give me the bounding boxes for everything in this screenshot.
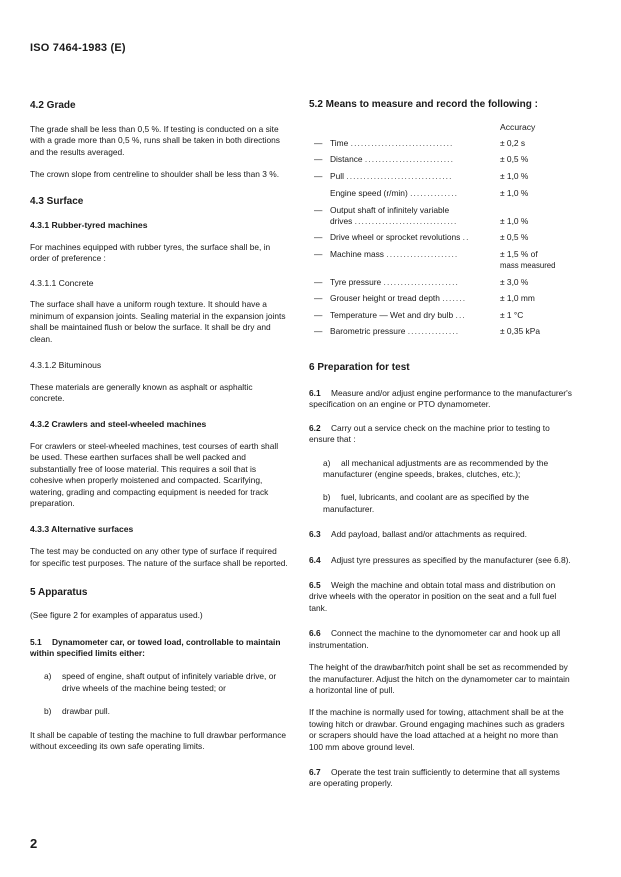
section-4-3-1-1-title: 4.3.1.1 Concrete <box>30 278 94 289</box>
section-6-title: 6 Preparation for test <box>309 362 410 373</box>
section-6-7-para: 6.7 Operate the test train sufficiently to determine that all systems are operating properly. <box>309 766 560 789</box>
section-6-3-para: 6.3 Add payload, ballast and/or attachments as required. <box>309 529 528 540</box>
section-6-2-para: 6.2 Carry out a service check on the machine prior to testing to ensure that : <box>309 422 550 445</box>
section-4-3-3-para: The test may be conducted on any other type of surface if required for specific test purposes. The nature of the surface shall be reported. <box>30 546 288 568</box>
left-column <box>30 100 288 752</box>
section-6-6-para-3: If the machine is normally used for towing, attachment shall be at the towing hitch or drawbar. Ground engaging machines such as graders or scrapers should have the load attached at a height no more than 100 mm above ground level. <box>309 707 565 752</box>
measure-row: — Temperature — Wet and dry bulb ... ± 1 °C <box>314 310 524 320</box>
measure-row: — Output shaft of infinitely variable drives .............................. ± 1,0 % <box>314 205 529 227</box>
right-column <box>309 362 572 790</box>
measure-row: — Tyre pressure ...................... ± 3,0 % <box>314 277 529 287</box>
page-number: 2 <box>30 836 38 851</box>
section-5-1-item-a: a) speed of engine, shaft output of infinitely variable drive, or drive wheels of the machine being tested; or <box>44 671 277 693</box>
section-5-1-number: 5.1 <box>30 636 42 647</box>
section-4-3-1-para: For machines equipped with rubber tyres, the surface shall be, in order of preference : <box>30 241 271 264</box>
section-4-2-para-1: The grade shall be less than 0,5 %. If testing is conducted on a site with a grade more than 0,5 %, runs shall be taken in both directions and the results averaged. <box>30 124 280 157</box>
section-5-1-para <box>30 637 288 660</box>
section-4-2-title: 4.2 Grade <box>30 100 76 111</box>
measure-row: — Barometric pressure ............... ± 0,35 kPa <box>314 326 540 336</box>
section-6-2-item-b: b) fuel, lubricants, and coolant are as specified by the manufacturer. <box>323 492 530 514</box>
measure-row: — Distance .......................... ± 0,5 % <box>314 154 529 164</box>
section-5-1-item-b: b) drawbar pull. <box>44 706 110 717</box>
section-4-3-2-title: 4.3.2 Crawlers and steel-wheeled machines <box>30 418 207 429</box>
section-6-5-para: 6.5 Weigh the machine and obtain total mass and distribution on drive wheels with the operator in position on the seat and a full fuel tank. <box>309 580 557 613</box>
accuracy-header: Accuracy <box>500 122 536 132</box>
section-4-2-para-2: The crown slope from centreline to shoulder shall be less than 3 %. <box>30 169 280 180</box>
section-5-2-title: 5.2 Means to measure and record the following : <box>309 99 538 110</box>
measure-row: — Grouser height or tread depth ....... ± 1,0 mm <box>314 293 535 303</box>
section-4-3-1-2-title: 4.3.1.2 Bituminous <box>30 360 102 371</box>
section-4-3-2-para: For crawlers or steel-wheeled machines, test courses of earth shall be used. These earthen surfaces shall be well packed and substantially free of loose material. This requires a soil that is cohesive when properly moistened and compacted. Scarifying, watering, grading and compacting equipment is needed for track preparation. <box>30 440 279 508</box>
section-5-note: (See figure 2 for examples of apparatus used.) <box>30 610 203 621</box>
measure-row: — Time .............................. ± 0,2 s <box>314 138 526 148</box>
section-4-3-1-2-para: These materials are generally known as asphalt or asphaltic concrete. <box>30 382 253 404</box>
section-5-title: 5 Apparatus <box>30 587 88 599</box>
section-4-3-3-title: 4.3.3 Alternative surfaces <box>30 524 134 535</box>
section-5-1-closing: It shall be capable of testing the machine to full drawbar performance without exceeding its own safe operating limits. <box>30 729 287 751</box>
section-4-3-1-1-para: The surface shall have a uniform rough texture. It should have a minimum of expansion joints. Sealing material in the expansion joints shall be maintained flush or below the surface. It shall be dry and clean. <box>30 299 286 344</box>
section-6-1-para: 6.1 Measure and/or adjust engine performance to the manufacturer's specification on an engine or PTO dynamometer. <box>309 388 572 410</box>
section-6-2-item-a: a) all mechanical adjustments are as recommended by the manufacturer (engine speeds, brakes, clutches, etc.); <box>323 457 549 480</box>
section-6-6-para: 6.6 Connect the machine to the dynomometer car and hook up all instrumentation. <box>309 628 561 650</box>
section-6-4-para: 6.4 Adjust tyre pressures as specified by the manufacturer (see 6.8). <box>309 554 571 565</box>
section-4-3-title: 4.3 Surface <box>30 195 84 207</box>
section-6-6-para-2: The height of the drawbar/hitch point shall be set as recommended by the manufacturer. Adjust the hitch on the dynamometer car to maintain a horizontal line of pull. <box>309 662 570 695</box>
measure-row: — Drive wheel or sprocket revolutions .. ± 0,5 % <box>314 232 529 242</box>
measure-row: — Pull ............................... ± 1,0 % <box>314 171 529 181</box>
section-5-1-text: Dynamometer car, or towed load, controllable to maintain within specified limits either: <box>30 636 281 658</box>
measure-row: — Machine mass ..................... ± 1,5 % of mass measured <box>314 249 556 271</box>
section-4-3-1-title: 4.3.1 Rubber-tyred machines <box>30 219 148 230</box>
measure-row: Engine speed (r/min) .............. ± 1,0 % <box>330 188 529 198</box>
document-header: ISO 7464-1983 (E) <box>30 42 126 54</box>
